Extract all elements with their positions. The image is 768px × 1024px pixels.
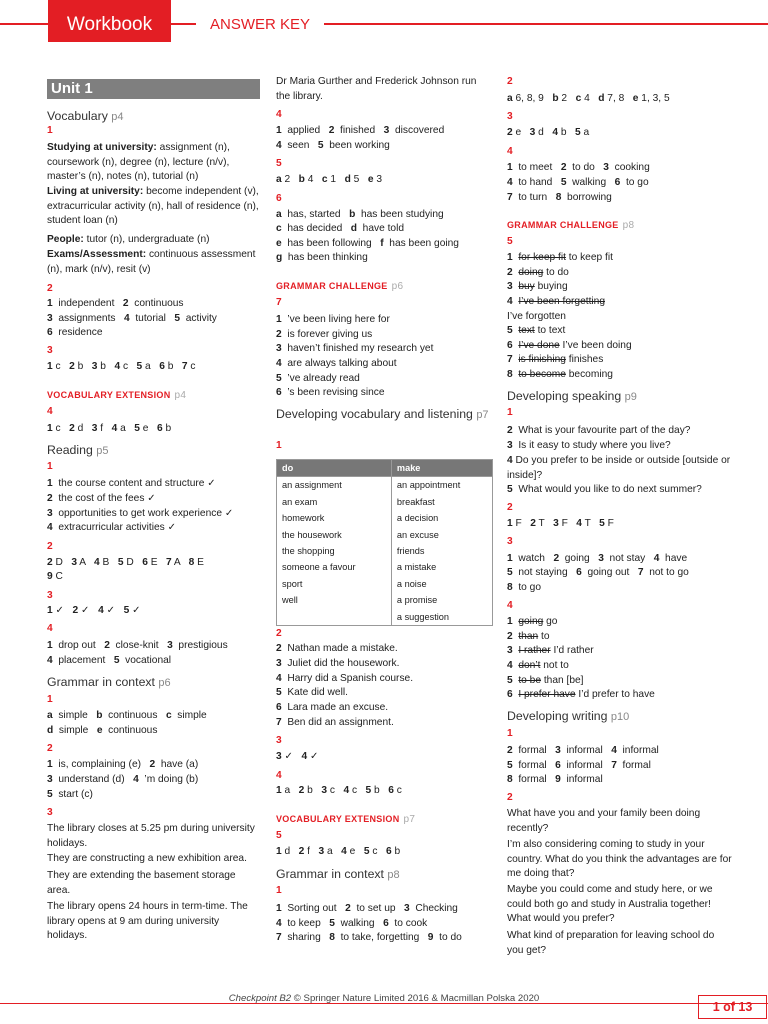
subsection-heading [276,812,493,828]
answer-line: 7 Ben did an assignment. [276,717,394,728]
page-number: 1 of 13 [698,995,767,1019]
answer-line: They are extending the basement storage area. [47,870,236,896]
answer-line: 3 I rather I’d rather [507,645,594,656]
footer-copyright: © Springer Nature Limited 2016 & Macmillan Polska 2020 [291,993,540,1004]
table-cell: an appointment [391,477,492,494]
answer-line: c has decided d have told [276,223,405,234]
answer-line: 1 the course content and structure ✓ [47,478,216,489]
answer-line: 2 What is your favourite part of the day? [507,425,691,436]
answer-line: What have you and your family been doing recently? [507,808,701,834]
answer-line: Exams/Assessment: continuous assessment (n), mark (n/v), resit (v) [47,249,256,275]
answer-line: a simple b continuous c simple [47,710,207,721]
exercise-number: 1 [507,728,513,739]
page-ref: p8 [622,220,635,231]
answer-line: 1 going go [507,616,558,627]
answer-line: Dr Maria Gurther and Frederick Johnson run the library. [276,76,477,102]
answer-line: 4 Do you prefer to be inside or outside [outside or inside]? [507,455,731,481]
answer-line: 3 Is it easy to study where you live? [507,440,671,451]
answer-line: 4 to keep 5 walking 6 to cook [276,918,428,929]
answer-line: 3 opportunities to get work experience ✓ [47,508,234,519]
exercise-number: 7 [276,297,282,308]
exercise-number: 1 [47,461,53,472]
section-heading [276,406,493,423]
answer-line: 4 are always talking about [276,358,397,369]
exercise-number: 2 [47,743,53,754]
table-row [277,592,493,608]
answer-line: 3 assignments 4 tutorial 5 activity [47,313,217,324]
answer-line: People: tutor (n), undergraduate (n) [47,234,210,245]
answer-line: 1 c 2 d 3 f 4 a 5 e 6 b [47,423,172,434]
answer-line: 3 haven’t finished my research yet [276,343,434,354]
exercise-number: 1 [507,407,513,418]
exercise-number: 5 [276,830,282,841]
table-row [277,527,493,543]
exercise-number: 1 [47,125,53,136]
answer-line: 2 the cost of the fees ✓ [47,493,156,504]
subsection-title: VOCABULARY EXTENSION [47,390,171,400]
answer-line: 6 I prefer have I’d prefer to have [507,689,655,700]
answer-line: 7 to turn 8 borrowing [507,192,612,203]
exercise-number: 4 [507,146,513,157]
section-title: Developing writing [507,709,608,723]
subsection-title: VOCABULARY EXTENSION [276,814,400,824]
page-ref: p7 [476,409,489,421]
answer-line: 7 is finishing finishes [507,354,604,365]
table-row [277,559,493,575]
exercise-number: 4 [276,770,282,781]
answer-line: They are constructing a new exhibition area. [47,853,247,864]
answer-line: 1 is, complaining (e) 2 have (a) [47,759,199,770]
answer-line: a 6, 8, 9 b 2 c 4 d 7, 8 e 1, 3, 5 [507,93,670,104]
answer-line: 5 Kate did well. [276,687,348,698]
answer-line: 6 ’s been revising since [276,387,385,398]
answer-line: 4 Harry did a Spanish course. [276,673,414,684]
section-heading [276,866,493,883]
subsection-title: GRAMMAR CHALLENGE [276,281,388,291]
answer-line: 1 d 2 f 3 a 4 e 5 c 6 b [276,846,401,857]
answer-line: 1 applied 2 finished 3 discovered [276,125,445,136]
exercise-number: 5 [276,158,282,169]
page-ref: p5 [96,445,109,457]
section-title: Grammar in context [276,867,384,881]
answer-line: What kind of preparation for leaving school do you get? [507,930,715,956]
section-title: Developing vocabulary and listening [276,407,473,421]
answer-line: 3 buy buying [507,281,568,292]
exercise-number: 2 [507,502,513,513]
section-heading [47,674,260,691]
answer-line: 2 Nathan made a mistake. [276,643,398,654]
section-title: Developing speaking [507,389,622,403]
table-cell: friends [391,543,492,559]
exercise-number: 1 [276,440,282,451]
answer-line: 9 C [47,571,63,582]
answer-line: 3 understand (d) 4 ’m doing (b) [47,774,199,785]
page-ref: p9 [624,391,637,403]
page-ref: p4 [174,390,187,401]
answer-line: 5 to be than [be] [507,675,584,686]
table-row [277,576,493,592]
answer-line: 1 ✓ 2 ✓ 4 ✓ 5 ✓ [47,605,141,616]
answer-line: 1 watch 2 going 3 not stay 4 have [507,553,688,564]
table-cell: a suggestion [391,609,492,626]
answer-line: 4 extracurricular activities ✓ [47,522,177,533]
section-title: Vocabulary [47,109,108,123]
exercise-number: 1 [47,694,53,705]
answer-line: 5 not staying 6 going out 7 not to go [507,567,689,578]
table-cell: the housework [277,527,392,543]
exercise-number: 2 [47,541,53,552]
collocation-table [276,459,493,626]
exercise-number: 4 [276,109,282,120]
answer-line: 3 ✓ 4 ✓ [276,751,319,762]
footer-credit [0,992,768,1007]
exercise-number: 2 [507,76,513,87]
section-heading [47,442,260,459]
exercise-number: 4 [507,600,513,611]
answer-line: 1 for keep fit to keep fit [507,252,613,263]
answer-line: 1 drop out 2 close-knit 3 prestigious [47,640,228,651]
table-cell: a decision [391,510,492,526]
answer-line: 4 I’ve been forgetting [507,296,605,307]
section-heading [507,708,732,725]
answer-line: 5 What would you like to do next summer? [507,484,702,495]
table-row [277,543,493,559]
answer-line: e has been following f has been going [276,238,459,249]
exercise-number: 2 [507,792,513,803]
answer-line: Living at university: become independent (v), extracurricular activity (n), hall of residence (n), student loan (n) [47,186,259,227]
exercise-number: 3 [47,807,53,818]
table-cell: a mistake [391,559,492,575]
table-cell: breakfast [391,494,492,510]
table-row [277,510,493,526]
page-ref: p8 [387,869,400,881]
answer-line: The library opens 24 hours in term-time. The library opens at 9 am during university holidays. [47,901,248,942]
section-title: Grammar in context [47,675,155,689]
exercise-number: 2 [47,283,53,294]
table-cell: an assignment [277,477,392,494]
answer-line: a has, started b has been studying [276,209,444,220]
unit-heading: Unit 1 [47,79,260,99]
exercise-number: 4 [47,623,53,634]
table-row [277,494,493,510]
exercise-number: 4 [47,406,53,417]
footer-book-title: Checkpoint B2 [228,993,292,1004]
answer-line: 1 Sorting out 2 to set up 3 Checking [276,903,458,914]
subsection-heading [507,218,732,234]
answer-line: 1 to meet 2 to do 3 cooking [507,162,650,173]
answer-line: 8 formal 9 informal [507,774,603,785]
section-heading [507,388,732,405]
subsection-heading [276,279,493,295]
table-header: do [277,460,392,477]
table-cell: well [277,592,392,608]
answer-line: 2 formal 3 informal 4 informal [507,745,659,756]
answer-line: 2 D 3 A 4 B 5 D 6 E 7 A 8 E [47,557,204,568]
answer-line: d simple e continuous [47,725,158,736]
exercise-number: 5 [507,236,513,247]
subsection-heading [47,388,260,404]
answer-line: 1 F 2 T 3 F 4 T 5 F [507,518,614,529]
answer-line: 3 Juliet did the housework. [276,658,400,669]
subsection-title: GRAMMAR CHALLENGE [507,220,619,230]
answer-line: g has been thinking [276,252,368,263]
answer-line: 4 don’t not to [507,660,569,671]
exercise-number: 1 [276,885,282,896]
table-cell: an excuse [391,527,492,543]
table-cell: sport [277,576,392,592]
page-ref: p7 [403,814,416,825]
answer-line: 8 to become becoming [507,369,613,380]
answer-line: Studying at university: assignment (n), coursework (n), degree (n), lecture (n/v), master’s (n), notes (n), tutorial (n) [47,142,230,183]
answer-line: 5 text to text [507,325,566,336]
answer-line: 7 sharing 8 to take, forgetting 9 to do [276,932,462,943]
table-cell: a noise [391,576,492,592]
exercise-number: 3 [47,590,53,601]
page-ref: p6 [158,677,171,689]
answer-line: I’ve forgotten [507,311,566,322]
section-title: Reading [47,443,93,457]
table-cell: a promise [391,592,492,608]
answer-line: 2 than to [507,631,550,642]
answer-line: 6 residence [47,327,103,338]
page-ref: p6 [391,281,404,292]
table-cell [277,609,392,626]
table-cell: someone a favour [277,559,392,575]
table-row [277,477,493,494]
answer-line: The library closes at 5.25 pm during university holidays. [47,823,255,849]
answer-line: a 2 b 4 c 1 d 5 e 3 [276,174,382,185]
answer-line: 2 is forever giving us [276,329,373,340]
exercise-number: 6 [276,193,282,204]
table-cell: an exam [277,494,392,510]
answer-key-title: ANSWER KEY [196,12,324,38]
answer-line: 4 to hand 5 walking 6 to go [507,177,649,188]
answer-line: I’m also considering coming to study in your country. What do you think the advantages are for me doing that? [507,839,732,880]
page-ref: p4 [111,111,124,123]
section-heading [47,108,260,125]
answer-line: 1 c 2 b 3 b 4 c 5 a 6 b 7 c [47,361,196,372]
answer-line: 1 independent 2 continuous [47,298,184,309]
answer-line: Maybe you could come and study here, or we could both go and study in Australia together! What would you prefer? [507,884,713,925]
answer-line: 8 to go [507,582,541,593]
answer-line: 5 formal 6 informal 7 formal [507,760,651,771]
answer-line: 2 e 3 d 4 b 5 a [507,127,590,138]
answer-line: 6 I’ve done I’ve been doing [507,340,632,351]
answer-line: 4 placement 5 vocational [47,655,172,666]
answer-line: 1 ’ve been living here for [276,314,390,325]
workbook-label: Workbook [48,0,171,42]
answer-line: 5 ’ve already read [276,373,360,384]
answer-line: 4 seen 5 been working [276,140,390,151]
exercise-number: 3 [276,735,282,746]
table-cell: the shopping [277,543,392,559]
table-cell: homework [277,510,392,526]
exercise-number: 3 [47,345,53,356]
page-ref: p10 [610,711,630,723]
answer-line: 6 Lara made an excuse. [276,702,389,713]
exercise-number: 3 [507,111,513,122]
answer-line: 1 a 2 b 3 c 4 c 5 b 6 c [276,785,402,796]
table-row [277,609,493,626]
answer-line: 5 start (c) [47,789,93,800]
exercise-number: 3 [507,536,513,547]
table-header: make [391,460,492,477]
exercise-number: 2 [276,628,282,639]
answer-line: 2 doing to do [507,267,569,278]
